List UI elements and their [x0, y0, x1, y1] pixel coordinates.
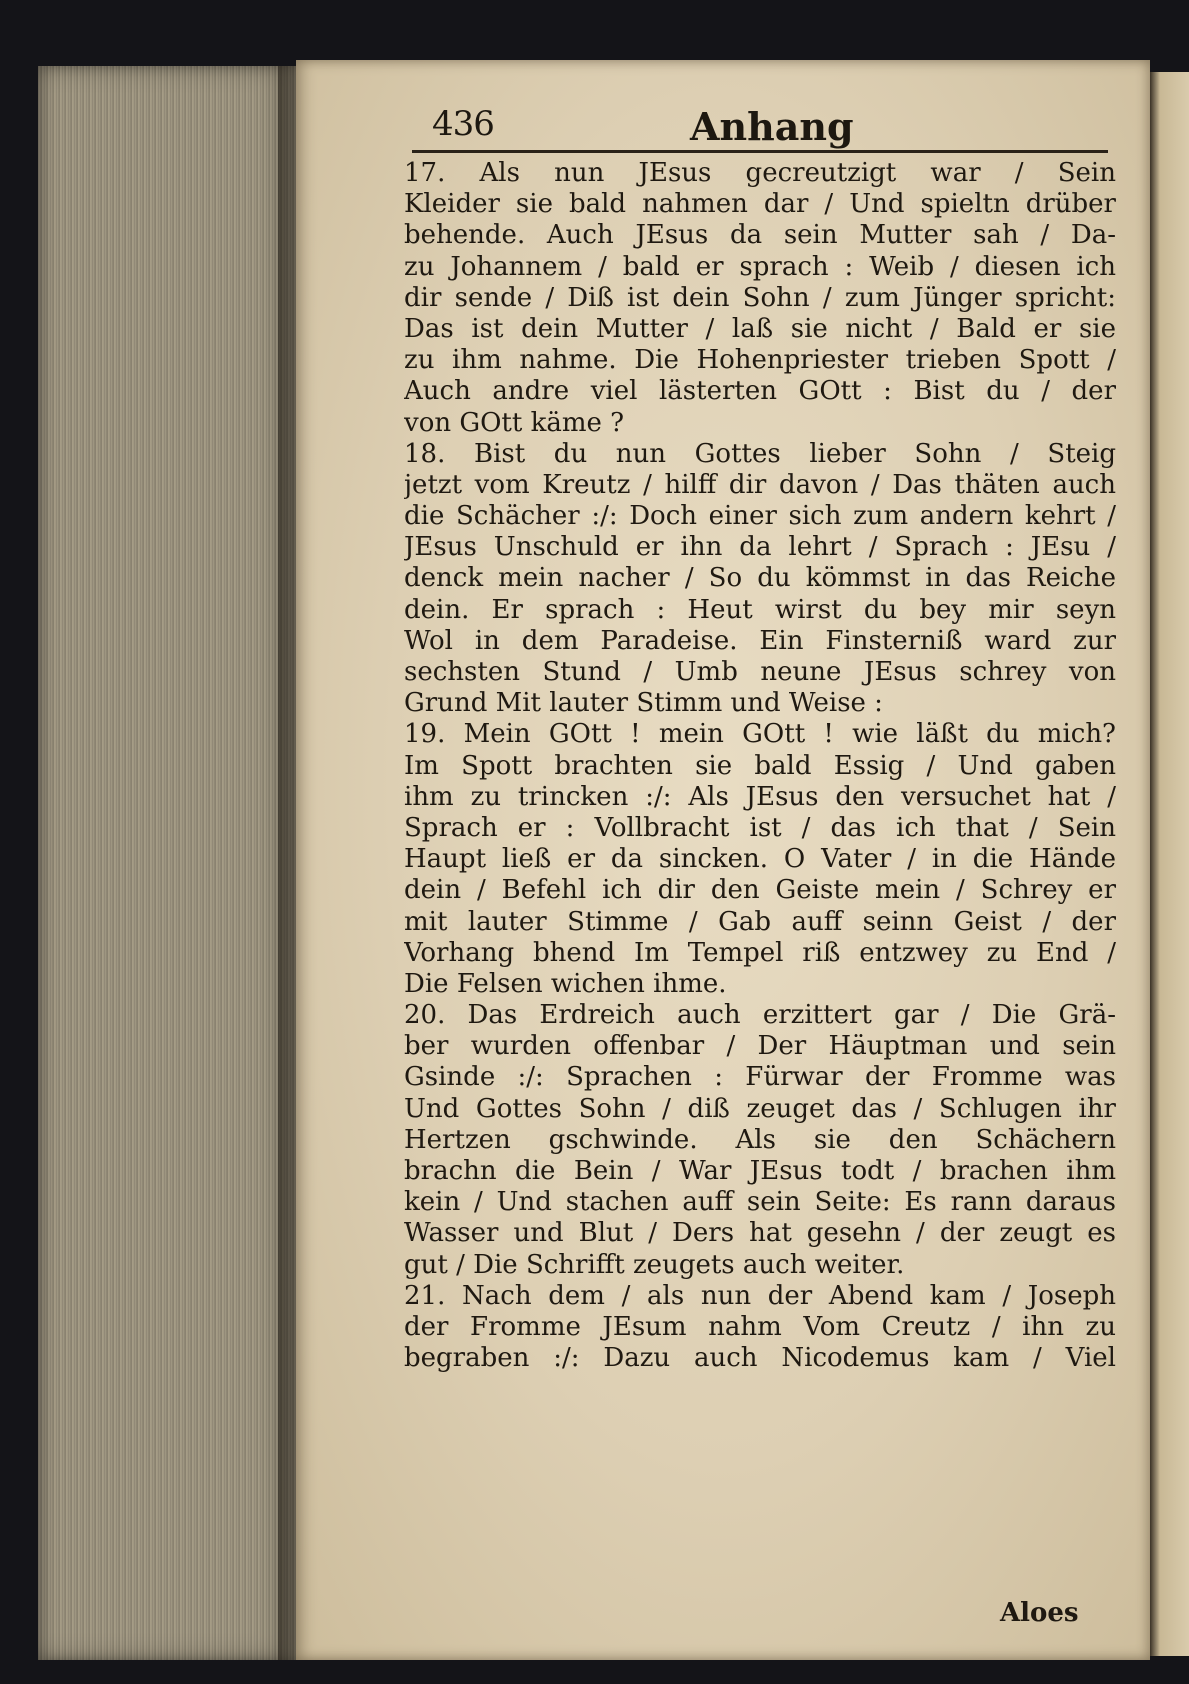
- text-line: jetzt vom Kreutz / hilff dir davon / Das thäten auch: [404, 469, 1116, 500]
- text-line: dir sende / Diß ist dein Sohn / zum Jünger spricht:: [404, 282, 1116, 313]
- body-text: [404, 158, 1116, 1374]
- text-line: 17. Als nun JEsus gecreutzigt war / Sein: [404, 158, 1116, 188]
- text-line: Und Gottes Sohn / diß zeuget das / Schlugen ihr: [404, 1093, 1116, 1124]
- text-line: zu ihm nahme. Die Hohenpriester trieben Spott /: [404, 345, 1116, 376]
- text-line: brachn die Bein / War JEsus todt / brachen ihm: [404, 1156, 1116, 1186]
- text-line: gut / Die Schrifft zeugets auch weiter.: [404, 1249, 905, 1280]
- text-line: begraben :/: Dazu auch Nicodemus kam / Viel: [404, 1343, 1116, 1374]
- text-line: Das ist dein Mutter / laß sie nicht / Bald er sie: [404, 313, 1116, 344]
- running-head: [432, 104, 1132, 148]
- text-line: die Schächer :/: Doch einer sich zum andern kehrt /: [404, 501, 1116, 532]
- text-line: Hertzen gschwinde. Als sie den Schächern: [404, 1124, 1116, 1155]
- text-line: Die Felsen wichen ihme.: [404, 968, 727, 999]
- text-line: der Fromme JEsum nahm Vom Creutz / ihn zu: [404, 1311, 1116, 1342]
- text-line: 21. Nach dem / als nun der Abend kam / Joseph: [404, 1280, 1116, 1311]
- header-rule: [412, 150, 1108, 153]
- text-line: Haupt ließ er da sincken. O Vater / in die Hände: [404, 844, 1116, 875]
- text-line: 18. Bist du nun Gottes lieber Sohn / Steig: [404, 438, 1116, 469]
- text-line: sechsten Stund / Umb neune JEsus schrey von: [404, 657, 1116, 687]
- text-line: 19. Mein GOtt ! mein GOtt ! wie läßt du mich?: [404, 719, 1116, 750]
- text-line: ihm zu trincken :/: Als JEsus den versuchet hat /: [404, 781, 1116, 812]
- text-line: behende. Auch JEsus da sein Mutter sah / Da-: [404, 220, 1116, 251]
- page-edges: [38, 66, 300, 1660]
- text-line: zu Johannem / bald er sprach : Weib / diesen ich: [404, 251, 1116, 282]
- text-line: Vorhang bhend Im Tempel riß entzwey zu End /: [404, 937, 1116, 968]
- text-line: 20. Das Erdreich auch erzittert gar / Die Grä-: [404, 1000, 1116, 1031]
- text-line: dein. Er sprach : Heut wirst du bey mir seyn: [404, 594, 1116, 625]
- text-line: Gsinde :/: Sprachen : Fürwar der Fromme was: [404, 1062, 1116, 1093]
- text-line: ber wurden offenbar / Der Häuptman und sein: [404, 1031, 1116, 1062]
- text-line: dein / Befehl ich dir den Geiste mein / Schrey er: [404, 875, 1116, 906]
- text-line: kein / Und stachen auff sein Seite: Es rann daraus: [404, 1187, 1116, 1218]
- text-line: denck mein nacher / So du kömmst in das Reiche: [404, 563, 1116, 594]
- catchword: Aloes: [1000, 1598, 1079, 1628]
- text-line: Im Spott brachten sie bald Essig / Und gaben: [404, 750, 1116, 781]
- text-line: Wasser und Blut / Ders hat gesehn / der zeugt es: [404, 1218, 1116, 1249]
- text-line: JEsus Unschuld er ihn da lehrt / Sprach : JEsu /: [404, 532, 1116, 563]
- text-line: Sprach er : Vollbracht ist / das ich that / Sein: [404, 812, 1116, 843]
- page-number: 436: [432, 104, 494, 144]
- text-line: Kleider sie bald nahmen dar / Und spieltn drüber: [404, 189, 1116, 220]
- text-line: von GOtt käme ?: [404, 407, 625, 438]
- text-line: Grund Mit lauter Stimm und Weise :: [404, 688, 883, 719]
- text-line: mit lauter Stimme / Gab auff seinn Geist / der: [404, 906, 1116, 937]
- text-line: Auch andre viel lästerten GOtt : Bist du / der: [404, 376, 1116, 407]
- text-line: Wol in dem Paradeise. Ein Finsterniß ward zur: [404, 625, 1116, 656]
- header-title: Anhang: [690, 104, 854, 149]
- next-page-edge: [1150, 72, 1189, 1656]
